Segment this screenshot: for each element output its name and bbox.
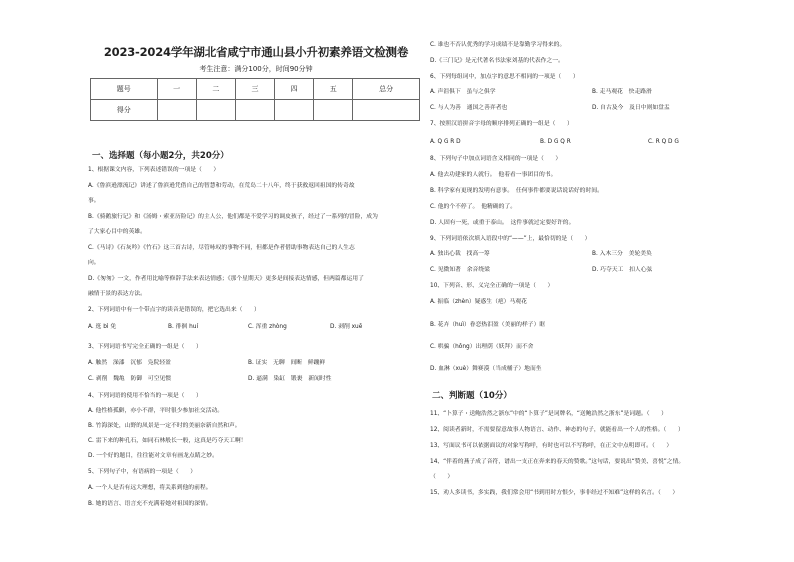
score-table — [90, 78, 420, 121]
score-cell — [275, 100, 314, 121]
score-cell — [353, 100, 420, 121]
question-11: 11、“卜算子・送鲍浩然之浙东”中的“卜算子”是词牌名，“送鲍浩然之浙东”是词题。（ ） — [430, 411, 667, 417]
question-7: 7、按照汉语拼音字母的顺序排列正确的一组是（ ） — [430, 121, 573, 127]
score-header-cell: 题号 — [91, 79, 158, 100]
exam-notice: 考生注意：满分100分，时间90分钟 — [199, 65, 313, 73]
score-cell — [157, 100, 196, 121]
question-2-option-d: D. 剥削 xuē — [330, 324, 363, 330]
question-1-option-b: B.《骑鹅旅行记》和《汤姆・索亚历险记》的主人公，他们都是不爱学习的调皮孩子，经过了一系列的冒险，成为 — [88, 214, 378, 220]
question-3-option-d: D. 逼满 染缸 锻裹 新闻时性 — [248, 376, 332, 382]
question-4: 4、下列词语的使用不恰当的一项是（ ） — [88, 393, 202, 399]
question-2-option-c: C. 浑重 zhòng — [248, 324, 287, 330]
question-1-option-a: A.《鲁滨逊漂流记》讲述了鲁滨逊凭借自己的智慧和劳动，在荒岛二十八年，终于获救返回祖国的传奇故 — [88, 183, 355, 189]
question-1-option-d: D.《匆匆》一文，作者用比喻等修辞手法来表达情感；《那个星期天》更多是间接表达情感，但两篇都运用了 — [88, 276, 364, 282]
question-6-option-d: D. 自古及今 及日中则如盘盂 — [592, 105, 670, 111]
question-9-option-a: A. 独出心裁 找高一筹 — [430, 251, 490, 257]
score-header-cell: 四 — [275, 79, 314, 100]
question-8-option-a: A. 他去功建家的人就行。 他着看一事团目的书。 — [430, 172, 557, 178]
question-10-option-b: B. 花卉（huì）眷恋热泪盈（美丽的样子）眶 — [430, 322, 546, 328]
question-10-option-c: C. 哄骗（hǒng）出理荫（妖拜）而不舍 — [430, 344, 534, 350]
score-header-cell: 三 — [235, 79, 274, 100]
question-3-option-a: A. 触然 澡漆 沉郁 凫院轻盈 — [88, 360, 171, 366]
question-14-paren: （ ） — [430, 474, 454, 480]
question-1-option-c-cont: 向。 — [88, 260, 100, 266]
question-5-option-c: C. 谁也不否认优秀的学习成绩不是靠勤学习得来的。 — [430, 42, 566, 48]
question-2: 2、下列词语中有一个带点字的读音是错误的，把它选出来（ ） — [88, 307, 260, 313]
score-cell — [196, 100, 235, 121]
score-table-score-row — [91, 100, 420, 121]
score-cell — [235, 100, 274, 121]
question-10-option-a: A. 振临（zhèn）疑惑生（疤）马观花 — [430, 299, 527, 305]
question-8: 8、下列句子中加点词语含义相同的一项是（ ） — [430, 156, 562, 162]
question-7-option-a: A. Q G R D — [430, 139, 461, 145]
score-cell — [314, 100, 353, 121]
question-4-option-d: D. 一个好的题目，往往能对文章有画龙点睛之妙。 — [88, 453, 218, 459]
score-header-cell: 二 — [196, 79, 235, 100]
question-6-option-c: C. 与人为善 通国之善弈者也 — [430, 105, 508, 111]
question-9-option-b: B. 入木三分 美轮美奂 — [592, 251, 652, 257]
question-1: 1、根据课文内容，下列表述错误的一项是（ ） — [88, 167, 220, 173]
question-12: 12、阅读者新时，不需要留意故事人物语言、动作、神态的句子，就能看出一个人的性格。（ ） — [430, 427, 684, 433]
question-3: 3、下列词语书写完全正确的一组是（ ） — [88, 344, 202, 350]
score-table-header-row — [91, 79, 420, 100]
question-9-option-d: D. 巧夺天工 扣人心弦 — [592, 267, 653, 273]
question-5: 5、下列句子中，有语病的一项是（ ） — [88, 469, 197, 475]
question-5-option-a: A. 一个人是否有远大理想，将关系到他的前程。 — [88, 485, 212, 491]
question-5-option-d: D.《三门记》是元代著名书法家刘基的代表作之一。 — [430, 58, 564, 64]
question-1-option-d-cont: 融情于景的表达方法。 — [88, 291, 146, 297]
question-13: 13、写面议书可以依据面议的对象写称呼，有时也可以不写称呼，在正文中点明即可。（ ） — [430, 443, 673, 449]
question-10-option-d: D. 血淋（xuè）舞赛漠（当成桶子）地而坐 — [430, 366, 542, 372]
question-8-option-d: D. 人固有一死，或重于泰山。 这件事就过定要好许的。 — [430, 220, 575, 226]
question-15: 15、劝人多读书，多实践，我们常会用“书到用时方恨少，事非经过不知难”这样的名言。（ ） — [430, 490, 679, 496]
score-header-cell: 五 — [314, 79, 353, 100]
question-9-option-c: C. 见微知著 余音绕梁 — [430, 267, 490, 273]
question-14: 14、“伴着的燕子成了音符，谱出一支正在奔来的春天的赞歌。”这句话，要说出“赞美、喜悦”之情。 — [430, 459, 685, 465]
question-6: 6、下列每组词中，加点字的意思不相同的一项是（ ） — [430, 74, 579, 80]
section-1-title: 一、选择题（每小题2分，共20分） — [92, 151, 229, 161]
question-2-option-b: B. 徘徊 huí — [168, 324, 199, 330]
question-1-option-a-cont: 事。 — [88, 198, 100, 204]
question-10: 10、下列音、形、义完全正确的一项是（ ） — [430, 283, 554, 289]
section-2-title: 二、判断题（10分） — [432, 391, 512, 401]
question-6-option-a: A. 声沮俱下 虽与之俱学 — [430, 89, 496, 95]
question-4-option-a: A. 他性格孤僻，亦小不群，平时很少参加社交活动。 — [88, 408, 224, 414]
question-1-option-b-cont: 了大家心目中的英雄。 — [88, 229, 146, 235]
question-4-option-c: C. 雷下来的种孔石，如同石林般长一般，这真是巧夺天工啊！ — [88, 438, 247, 444]
question-5-option-b: B. 她的语言、语言充不充满着她对祖国的深情。 — [88, 501, 212, 507]
question-7-option-b: B. D G Q R — [540, 139, 571, 145]
question-3-option-b: B. 证实 无聊 间断 鲜蹦鲜 — [248, 360, 326, 366]
page-title: 2023-2024学年湖北省咸宁市通山县小升初素养语文检测卷 — [103, 45, 409, 59]
question-9: 9、下列词语依次填入语段中的“——”上，最恰切的是（ ） — [430, 236, 591, 242]
question-3-option-c: C. 剥削 魏亀 防御 可空见惯 — [88, 376, 172, 382]
question-4-option-b: B. 竹海深处，山野的凤景是一定不时的美丽奈新自然和声。 — [88, 423, 241, 429]
score-header-cell: 一 — [157, 79, 196, 100]
question-2-option-a: A. 逛 bì 免 — [88, 324, 117, 330]
question-8-option-c: C. 他的个不停了。 他精确的了。 — [430, 204, 516, 210]
question-7-option-c: C. R Q D G — [648, 139, 679, 145]
score-row-label: 得分 — [91, 100, 158, 121]
question-6-option-b: B. 走马观花 快走路滑 — [592, 89, 652, 95]
question-1-option-c: C.《马诗》《石灰吟》《竹石》这三首古诗，尽管咏叹的事物不同，但都是作者借助事物表达自己的人生志 — [88, 245, 355, 251]
question-8-option-b: B. 科学家有更现的发明有意事。 任何事件都要说话说话好的时间。 — [430, 188, 603, 194]
score-header-cell: 总分 — [353, 79, 420, 100]
